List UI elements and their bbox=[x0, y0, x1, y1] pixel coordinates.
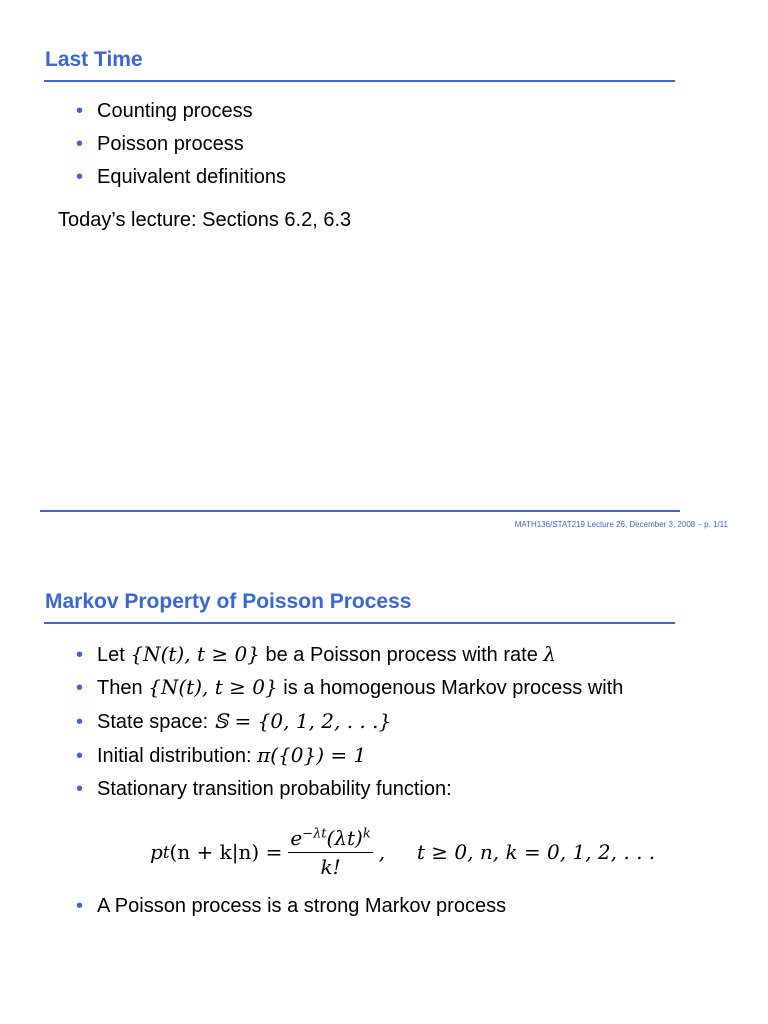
bullet-icon: • bbox=[76, 133, 84, 155]
bullet-icon: • bbox=[76, 100, 84, 122]
fraction bbox=[288, 826, 372, 879]
bullet-icon: • bbox=[76, 166, 84, 188]
list-item: • State space: 𝕊 = {0, 1, 2, . . .} bbox=[76, 707, 391, 735]
title-underline bbox=[44, 622, 675, 624]
slide-title: Last Time bbox=[45, 48, 143, 71]
list-item: • Let {N(t), t ≥ 0} be a Poisson process with rate λ bbox=[76, 640, 556, 668]
transition-probability-formula: p t (n + k|n) = $\frac{e^{-\lambda t}(\lambda t)^k}{k!}$ , t ≥ 0, n, k = 0, 1, 2, . . . bbox=[150, 825, 656, 879]
list-item: • Initial distribution: π({0}) = 1 bbox=[76, 741, 366, 769]
todays-lecture-text: Today’s lecture: Sections 6.2, 6.3 bbox=[58, 209, 352, 231]
title-underline bbox=[44, 80, 675, 82]
list-item: • Equivalent definitions bbox=[76, 163, 286, 191]
bullet-icon: • bbox=[76, 711, 84, 733]
fraction-numerator: $e^{-\lambda t}(\lambda t)^k$ bbox=[288, 826, 372, 853]
list-item: • Poisson process bbox=[76, 130, 244, 158]
list-item: • Then {N(t), t ≥ 0} is a homogenous Markov process with bbox=[76, 673, 623, 701]
bullet-icon: • bbox=[76, 895, 84, 917]
list-item: • A Poisson process is a strong Markov process bbox=[76, 892, 506, 920]
bullet-icon: • bbox=[76, 677, 84, 699]
bullet-icon: • bbox=[76, 644, 84, 666]
list-item: • Counting process bbox=[76, 97, 253, 125]
slide-markov-property bbox=[0, 512, 768, 1024]
footer-text: MATH136/STAT219 Lecture 26, December 3, 2008 – p. 1/11 bbox=[514, 520, 728, 529]
list-item: • Stationary transition probability function: bbox=[76, 775, 452, 803]
fraction-denominator: k! bbox=[320, 854, 341, 879]
bullet-icon: • bbox=[76, 745, 84, 767]
slide-title: Markov Property of Poisson Process bbox=[45, 590, 412, 613]
bullet-icon: • bbox=[76, 778, 84, 800]
